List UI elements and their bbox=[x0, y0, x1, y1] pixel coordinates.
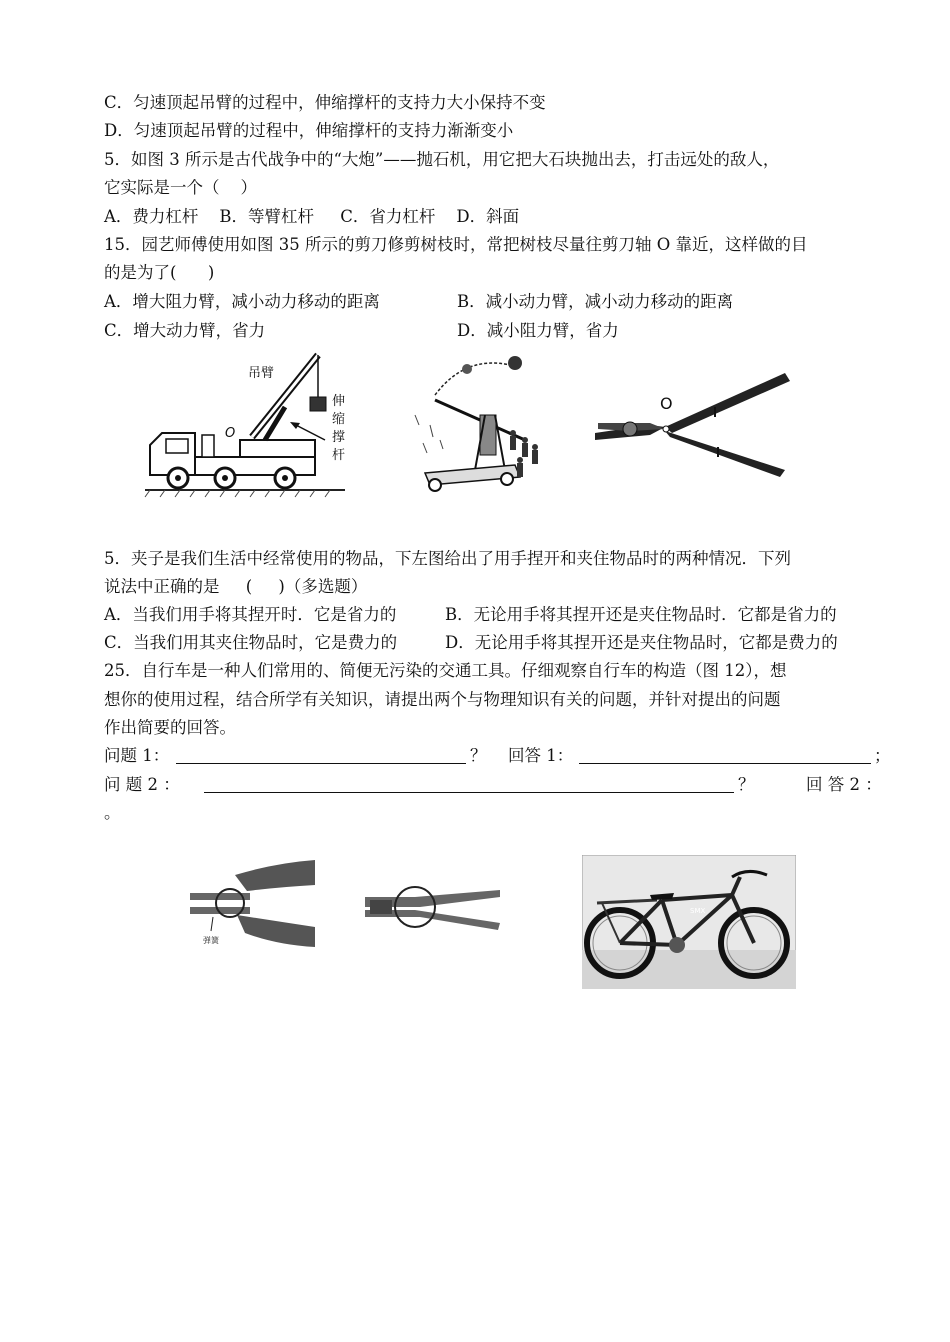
question-15-option-c: C．增大动力臂，省力 bbox=[104, 321, 266, 340]
crane-pivot-label: O bbox=[225, 426, 236, 441]
crane-arm-label: 吊臂 bbox=[248, 366, 275, 381]
bicycle-photo bbox=[582, 855, 796, 989]
question-5b-stem-line2: 说法中正确的是 ( )（多选题） bbox=[104, 577, 368, 596]
question-15-stem-line1: 15．园艺师傅使用如图 35 所示的剪刀修剪树枝时，常把树枝尽量往剪刀轴 O 靠近，这样做的目 bbox=[104, 235, 808, 254]
clip-clamp-figure bbox=[360, 875, 505, 935]
question-5b-option-b: B．无论用手将其捏开还是夹住物品时．它都是省力的 bbox=[445, 605, 837, 624]
question-5b-option-c: C．当我们用其夹住物品时，它是费力的 bbox=[104, 633, 398, 652]
crane-strut-label-2: 缩 bbox=[332, 412, 346, 427]
question-5b-option-d: D．无论用手将其捏开还是夹住物品时，它都是费力的 bbox=[445, 633, 838, 652]
question-5b-stem-line1: 5．夹子是我们生活中经常使用的物品，下左图给出了用手捏开和夹住物品时的两种情况．下列 bbox=[104, 549, 791, 568]
question-5a-stem-line1: 5．如图 3 所示是古代战争中的“大炮”——抛石机，用它把大石块抛出去，打击远处的敌人， bbox=[104, 150, 780, 169]
answer-2-end: 。 bbox=[104, 803, 121, 822]
clip-pinch-figure bbox=[185, 855, 320, 950]
question-15-option-d: D．减小阻力臂，省力 bbox=[457, 321, 619, 340]
question-prev-option-d: D．匀速顶起吊臂的过程中，伸缩撑杆的支持力渐渐变小 bbox=[104, 121, 514, 140]
question-5b-option-a: A．当我们用手将其捏开时．它是省力的 bbox=[104, 605, 397, 624]
question-25-stem-line3: 作出简要的回答。 bbox=[104, 718, 236, 737]
question-25-stem-line1: 25．自行车是一种人们常用的、简便无污染的交通工具。仔细观察自行车的构造（图 12），想 bbox=[104, 661, 787, 680]
question-15-option-a: A．增大阻力臂，减小动力移动的距离 bbox=[104, 292, 380, 311]
question-2-blank[interactable] bbox=[204, 776, 734, 793]
crane-figure bbox=[140, 345, 355, 500]
answer-2-label: 回 答 2 ： bbox=[806, 775, 882, 794]
answer-1-end: ； bbox=[874, 746, 891, 765]
catapult-figure bbox=[395, 345, 550, 495]
bicycle-brand-label: SMX bbox=[690, 907, 706, 915]
question-15-stem-line2: 的是为了( ) bbox=[104, 263, 215, 282]
crane-strut-label-1: 伸 bbox=[332, 394, 346, 409]
question-1-end: ？ bbox=[470, 746, 487, 765]
scissors-pivot-label: O bbox=[660, 394, 673, 413]
question-prev-option-c: C．匀速顶起吊臂的过程中，伸缩撑杆的支持力大小保持不变 bbox=[104, 93, 546, 112]
question-25-stem-line2: 想你的使用过程，结合所学有关知识，请提出两个与物理知识有关的问题，并针对提出的问题 bbox=[104, 690, 781, 709]
crane-strut-label-3: 撑 bbox=[332, 430, 346, 445]
clip-spring-label: 弹簧 bbox=[203, 936, 219, 945]
question-15-option-b: B．减小动力臂，减小动力移动的距离 bbox=[457, 292, 734, 311]
question-2-end: ？ bbox=[738, 775, 755, 794]
crane-strut-label-4: 杆 bbox=[332, 448, 346, 463]
scissors-figure bbox=[590, 365, 795, 480]
question-5a-options: A．费力杠杆 B．等臂杠杆 C．省力杠杆 D．斜面 bbox=[104, 207, 520, 226]
question-1-label: 问题 1： bbox=[104, 746, 170, 765]
question-5a-stem-line2: 它实际是一个（ ） bbox=[104, 178, 257, 197]
answer-1-label: 回答 1： bbox=[508, 746, 574, 765]
question-2-label: 问 题 2 ： bbox=[104, 775, 180, 794]
question-1-blank[interactable] bbox=[176, 747, 466, 764]
answer-1-blank[interactable] bbox=[579, 747, 871, 764]
